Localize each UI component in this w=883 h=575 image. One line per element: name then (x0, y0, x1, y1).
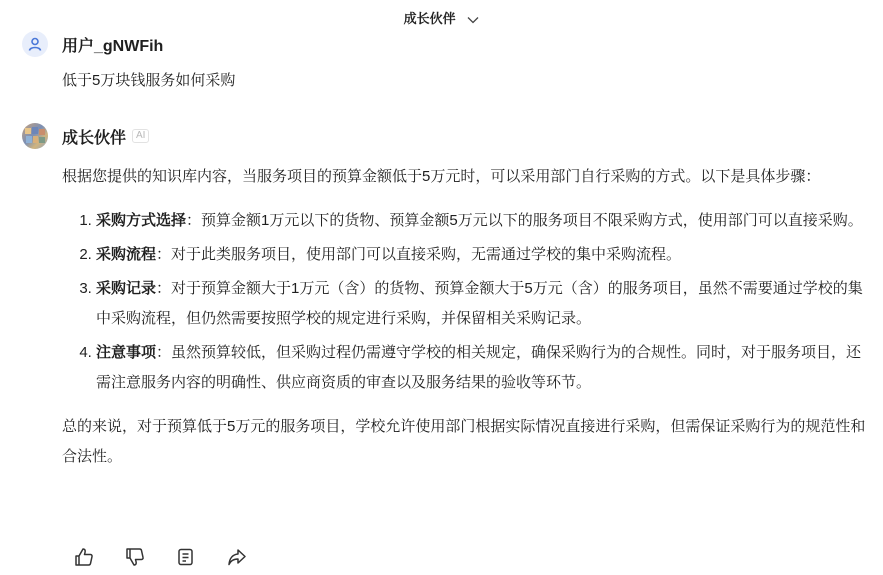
copy-icon[interactable] (174, 545, 198, 569)
bot-avatar-icon (22, 123, 48, 149)
thumbs-down-icon[interactable] (123, 545, 147, 569)
item-text: 虽然预算较低，但采购过程仍需遵守学校的相关规定，确保采购行为的合规性。同时，对于服务项目，还需注意服务内容的明确性、供应商资质的审查以及服务结果的验收等环节。 (96, 344, 862, 391)
user-name: 用户_gNWFih (62, 37, 164, 55)
list-item: 4. 注意事项：虽然预算较低，但采购过程仍需遵守学校的相关规定，确保采购行为的合规性。同时，对于服务项目，还需注意服务内容的明确性、供应商资质的审查以及服务结果的验收等环节。 (96, 338, 873, 398)
message-actions (72, 545, 249, 569)
item-title: 注意事项 (96, 344, 157, 361)
bot-message-content (62, 162, 873, 472)
conversation-title-bar[interactable] (0, 8, 883, 27)
thumbs-up-icon[interactable] (72, 545, 96, 569)
item-title: 采购流程 (96, 246, 157, 263)
item-title: 采购方式选择 (96, 212, 187, 229)
summary-paragraph: 总的来说，对于预算低于5万元的服务项目，学校允许使用部门根据实际情况直接进行采购，但需保证采购行为的规范性和合法性。 (62, 418, 866, 465)
list-item: 3. 采购记录：对于预算金额大于1万元（含）的货物、预算金额大于5万元（含）的服务项目，虽然不需要通过学校的集中采购流程，但仍然需要按照学校的规定进行采购，并保留相关采购记录。 (96, 274, 873, 334)
user-avatar-icon (22, 31, 48, 57)
list-item: 2. 采购流程：对于此类服务项目，使用部门可以直接采购，无需通过学校的集中采购流程。 (96, 240, 873, 270)
bot-message (22, 122, 873, 472)
conversation-title: 成长伙伴 (403, 11, 456, 26)
share-icon[interactable] (225, 545, 249, 569)
item-title: 采购记录 (96, 280, 157, 297)
intro-paragraph: 根据您提供的知识库内容，当服务项目的预算金额低于5万元时，可以采用部门自行采购的方式。以下是具体步骤： (62, 168, 821, 185)
steps-list (62, 206, 873, 398)
item-text: 预算金额1万元以下的货物、预算金额5万元以下的服务项目不限采购方式，使用部门可以直接采购。 (201, 212, 863, 229)
ai-badge: AI (132, 129, 149, 143)
user-message (22, 30, 873, 92)
list-item: 1. 采购方式选择：预算金额1万元以下的货物、预算金额5万元以下的服务项目不限采购方式，使用部门可以直接采购。 (96, 206, 873, 236)
item-text: 对于预算金额大于1万元（含）的货物、预算金额大于5万元（含）的服务项目，虽然不需要通过学校的集中采购流程，但仍然需要按照学校的规定进行采购，并保留相关采购记录。 (96, 280, 863, 327)
chevron-down-icon[interactable] (467, 12, 479, 27)
user-message-text: 低于5万块钱服务如何采购 (62, 72, 236, 89)
bot-name: 成长伙伴 (62, 129, 127, 147)
item-text: 对于此类服务项目，使用部门可以直接采购，无需通过学校的集中采购流程。 (171, 246, 682, 263)
